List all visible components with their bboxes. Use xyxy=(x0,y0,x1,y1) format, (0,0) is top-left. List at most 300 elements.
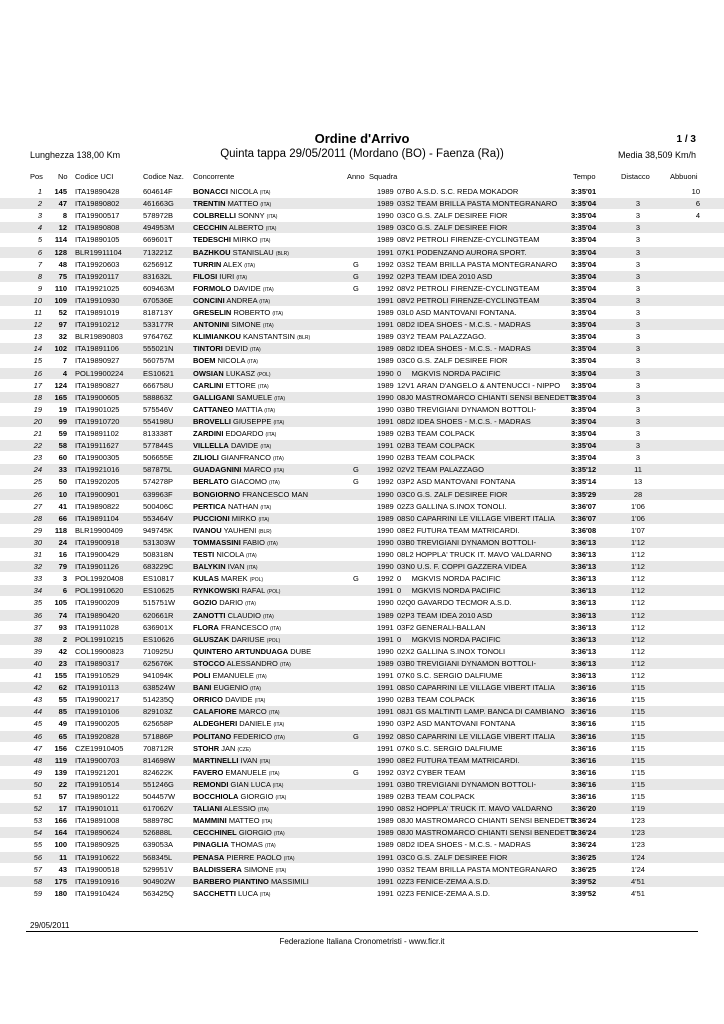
cell-time: 3:35'04 xyxy=(571,332,597,342)
cell-pos: 55 xyxy=(33,840,42,850)
rider-nationality: (ITA) xyxy=(259,298,271,305)
cell-rider-name xyxy=(193,767,351,780)
cell-time: 3:35'29 xyxy=(571,489,597,499)
cell-pos: 19 xyxy=(33,404,42,414)
cell-gap: 1'23 xyxy=(631,840,645,850)
cell-gap: 1'23 xyxy=(631,816,645,826)
cell-pos: 29 xyxy=(33,525,42,535)
cell-pos: 58 xyxy=(33,876,42,886)
rider-surname: BALYKIN xyxy=(193,562,226,572)
rider-nationality: (ITA) xyxy=(269,480,280,487)
rider-nationality: (ITA) xyxy=(259,190,271,196)
cell-pos: 23 xyxy=(33,453,42,463)
cell-year: 1990 xyxy=(377,489,394,499)
cell-naz-code: 976476Z xyxy=(143,332,173,342)
cell-uci-code: ITA19900429 xyxy=(75,550,120,559)
rider-surname: PERTICA xyxy=(193,501,226,511)
cell-bib: 74 xyxy=(58,610,67,620)
cell-bib: 58 xyxy=(58,441,67,451)
cell-uci-code: ITA19890802 xyxy=(75,199,120,209)
rider-given-name: YAUHENI xyxy=(223,525,257,535)
cell-time: 3:36'16 xyxy=(571,707,597,717)
rider-surname: CATTANEO xyxy=(193,404,234,414)
table-row xyxy=(0,307,724,318)
cell-pos: 1 xyxy=(37,187,42,196)
cell-bib: 75 xyxy=(58,271,67,281)
rider-given-name: ALESSIO xyxy=(223,804,256,814)
cell-year: 1991 xyxy=(377,852,394,862)
cell-rider-name xyxy=(193,646,351,659)
cell-rider-name xyxy=(193,198,351,211)
rider-surname: FLORA xyxy=(193,622,219,632)
rider-surname: CONCINI xyxy=(193,295,225,305)
table-row xyxy=(0,428,724,439)
table-row xyxy=(0,839,724,850)
cell-pos: 45 xyxy=(33,719,42,729)
table-row xyxy=(0,380,724,391)
rider-surname: ALDEGHERI xyxy=(193,719,238,729)
table-row xyxy=(0,392,724,403)
cell-rider-name xyxy=(193,464,351,477)
cell-naz-code: 636901X xyxy=(143,622,174,632)
cell-year: 1989 xyxy=(377,199,394,209)
cell-pos: 30 xyxy=(33,537,42,547)
cell-uci-code: POL19900224 xyxy=(75,368,124,378)
cell-gap: 3 xyxy=(635,344,641,354)
cell-team: 02P3 TEAM IDEA 2010 ASD xyxy=(397,271,493,281)
cell-uci-code: ITA19891106 xyxy=(75,344,119,354)
rider-given-name: GIORGIO xyxy=(238,828,272,838)
cell-bib: 102 xyxy=(54,344,67,354)
cell-team: 03C0 G.S. ZALF DESIREE FIOR xyxy=(397,356,508,366)
cell-year: 1989 xyxy=(377,332,394,342)
rider-given-name: ETTORE xyxy=(225,380,256,390)
rider-nationality: (ITA) xyxy=(260,202,272,209)
cell-time: 3:36'16 xyxy=(571,755,597,765)
cell-year: 1992 xyxy=(377,465,394,475)
cell-bib: 85 xyxy=(58,707,67,717)
cell-time: 3:35'04 xyxy=(571,380,597,390)
cell-gap: 3 xyxy=(635,235,641,245)
cell-rider-name xyxy=(193,307,351,320)
cell-bib: 180 xyxy=(54,888,67,898)
rider-nationality: (ITA) xyxy=(268,710,280,717)
cell-uci-code: ITA19920205 xyxy=(75,477,120,487)
cell-gap: 1'15 xyxy=(631,707,645,717)
rider-surname: FAVERO xyxy=(193,767,224,777)
cell-uci-code: ITA19890822 xyxy=(75,501,120,511)
cell-team: 02B3 TEAM COLPACK xyxy=(397,429,475,438)
table-row xyxy=(0,186,724,197)
rider-surname: IVANOU xyxy=(193,525,222,535)
cell-rider-name xyxy=(193,622,351,635)
cell-pos: 17 xyxy=(33,380,42,390)
cell-time: 3:35'14 xyxy=(571,477,597,487)
rider-nationality: (ITA) xyxy=(263,613,274,620)
cell-naz-code: ES10625 xyxy=(143,586,174,596)
cell-rider-name xyxy=(193,670,351,683)
cell-gap: 3 xyxy=(635,332,641,342)
cell-rider-name xyxy=(193,549,351,562)
cell-team: 03B0 TREVIGIANI DYNAMON BOTTOLI- xyxy=(397,779,537,789)
cell-naz-code: 588978C xyxy=(143,816,174,826)
cell-year: 1990 xyxy=(377,646,394,656)
cell-bib: 99 xyxy=(58,416,67,426)
rider-given-name: LUCA xyxy=(238,888,258,898)
cell-time: 3:36'13 xyxy=(571,562,597,572)
cell-gap: 3 xyxy=(635,199,641,209)
cell-naz-code: 818713Y xyxy=(143,308,174,317)
cell-year: 1991 xyxy=(377,671,394,680)
cell-year: 1990 xyxy=(377,392,394,402)
cell-bib: 10 xyxy=(58,489,67,499)
cell-naz-code: 669601T xyxy=(143,235,173,245)
table-row xyxy=(0,210,724,221)
rider-surname: CECCHIN xyxy=(193,223,228,233)
table-row xyxy=(0,622,724,633)
cell-gap: 1'23 xyxy=(631,828,645,838)
table-row xyxy=(0,489,724,500)
cell-pos: 18 xyxy=(33,392,42,402)
cell-year: 1992 xyxy=(377,731,394,741)
cell-time: 3:35'12 xyxy=(571,465,597,475)
table-row xyxy=(0,319,724,330)
cell-gap: 3 xyxy=(635,247,641,257)
cell-bib: 97 xyxy=(58,320,67,330)
rider-given-name: NICOLA xyxy=(230,187,258,196)
cell-year: 1992 xyxy=(377,574,394,584)
cell-time: 3:35'04 xyxy=(571,259,597,269)
cell-time: 3:35'04 xyxy=(571,223,597,233)
cell-team: 08D2 IDEA SHOES - M.C.S. - MADRAS xyxy=(397,344,531,354)
rider-nationality: (ITA) xyxy=(265,226,277,233)
rider-given-name: FABIO xyxy=(242,537,265,547)
rider-surname: CARLINI xyxy=(193,380,224,390)
cell-naz-code: 949745K xyxy=(143,525,174,535)
cell-gap: 28 xyxy=(633,489,643,499)
cell-gap: 3 xyxy=(635,259,641,269)
rider-nationality: (ITA) xyxy=(272,782,284,789)
cell-bib: 165 xyxy=(54,392,67,402)
cell-year: 1990 xyxy=(377,537,394,547)
cell-year: 1990 xyxy=(377,550,394,559)
cell-year: 1991 xyxy=(377,441,394,451)
cell-uci-code: ITA19900703 xyxy=(75,755,120,765)
average-speed: Media 38,509 Km/h xyxy=(617,150,696,160)
cell-team: 03P2 ASD MANTOVANI FONTANA xyxy=(397,477,516,487)
cell-rider-name xyxy=(193,610,351,623)
cell-year: 1989 xyxy=(377,235,394,245)
rider-surname: FORMOLO xyxy=(193,283,232,293)
cell-year: 1991 xyxy=(377,622,394,632)
cell-naz-code: 533177R xyxy=(143,320,174,330)
table-row xyxy=(0,234,724,245)
rider-surname: GRESELIN xyxy=(193,308,232,317)
cell-rider-name xyxy=(193,331,351,344)
rider-nationality: (ITA) xyxy=(261,819,273,826)
cell-naz-code: 639053A xyxy=(143,840,174,850)
rider-surname: ANTONINI xyxy=(193,320,230,330)
cell-bonus: 6 xyxy=(695,199,700,209)
cell-team: 08S0 CAPARRINI LE VILLAGE VIBERT ITALIA xyxy=(397,683,555,693)
rider-nationality: (ITA) xyxy=(244,262,256,269)
cell-year: 1992 xyxy=(377,259,394,269)
cell-team: 08D2 IDEA SHOES - M.C.S. - MADRAS xyxy=(397,320,531,330)
cell-year: 1990 xyxy=(377,525,394,535)
cell-gap: 1'15 xyxy=(631,743,645,753)
cell-gap: 1'12 xyxy=(631,658,645,668)
table-row xyxy=(0,767,724,778)
cell-uci-code: ITA19900517 xyxy=(75,211,120,221)
cell-pos: 52 xyxy=(33,804,42,814)
table-row xyxy=(0,525,724,536)
cell-gap: 1'06 xyxy=(631,513,645,523)
rider-given-name: DUBE xyxy=(290,646,312,656)
cell-gap: 13 xyxy=(633,477,643,487)
cell-category: G xyxy=(353,731,359,741)
rider-nationality: (ITA) xyxy=(273,468,285,475)
cell-time: 3:36'13 xyxy=(571,610,597,620)
table-row xyxy=(0,694,724,705)
cell-team: 03C0 G.S. ZALF DESIREE FIOR xyxy=(397,852,508,862)
cell-pos: 36 xyxy=(33,610,42,620)
table-row xyxy=(0,501,724,512)
column-header-tempo: Tempo xyxy=(573,172,596,181)
table-row xyxy=(0,573,724,584)
cell-gap: 1'15 xyxy=(631,779,645,789)
cell-year: 1989 xyxy=(377,828,394,838)
rider-given-name: DEVID xyxy=(224,344,248,354)
table-row xyxy=(0,815,724,826)
cell-team: 08J0 MASTROMARCO CHIANTI SENSI BENEDETTI xyxy=(397,392,577,402)
rider-surname: RYNKOWSKI xyxy=(193,586,240,596)
cell-time: 3:35'04 xyxy=(571,247,597,257)
cell-naz-code: 638524W xyxy=(143,683,176,693)
cell-team: 07K0 S.C. SERGIO DALFIUME xyxy=(397,671,503,680)
cell-bib: 19 xyxy=(58,404,67,414)
rider-surname: TESTI xyxy=(193,550,215,559)
cell-uci-code: ITA19890808 xyxy=(75,223,120,233)
cell-uci-code: ITA19890122 xyxy=(75,792,120,801)
rider-given-name: GIORGIO xyxy=(240,792,274,801)
rider-nationality: (ITA) xyxy=(259,758,271,765)
cell-category: G xyxy=(353,767,359,777)
cell-uci-code: ITA19900605 xyxy=(75,392,120,402)
rider-nationality: (ITA) xyxy=(273,419,285,426)
cell-uci-code: POL19910620 xyxy=(75,586,124,596)
cell-uci-code: ITA19921025 xyxy=(75,283,120,293)
cell-team: 08V2 PETROLI FIRENZE-CYCLINGTEAM xyxy=(397,295,540,305)
cell-time: 3:35'04 xyxy=(571,199,597,209)
cell-rider-name xyxy=(193,271,351,284)
cell-time: 3:36'13 xyxy=(571,658,597,668)
rider-given-name: DAVIDE xyxy=(233,283,261,293)
cell-pos: 10 xyxy=(33,295,42,305)
cell-bib: 48 xyxy=(58,259,67,269)
cell-rider-name xyxy=(193,791,351,804)
rider-nationality: (ITA) xyxy=(262,286,274,293)
cell-naz-code: 670536E xyxy=(143,295,174,305)
cell-pos: 53 xyxy=(33,816,42,826)
cell-time: 3:36'13 xyxy=(571,634,597,644)
cell-naz-code: 904902W xyxy=(143,876,176,886)
cell-team: 03C0 G.S. ZALF DESIREE FIOR xyxy=(397,223,508,233)
page-number: 1 / 3 xyxy=(676,134,696,145)
cell-pos: 24 xyxy=(33,465,42,475)
cell-pos: 47 xyxy=(33,743,42,753)
cell-pos: 56 xyxy=(33,852,42,862)
cell-gap: 4'51 xyxy=(631,888,645,898)
cell-naz-code: ES10817 xyxy=(143,574,174,584)
cell-rider-name xyxy=(193,501,351,514)
cell-time: 3:35'01 xyxy=(571,187,597,196)
rider-nationality: (ITA) xyxy=(270,625,281,632)
table-row xyxy=(0,706,724,717)
rider-given-name: GIANFRANCO xyxy=(220,453,271,463)
cell-category: G xyxy=(353,259,359,269)
cell-rider-name xyxy=(193,259,351,272)
cell-pos: 50 xyxy=(33,779,42,789)
cell-pos: 8 xyxy=(37,271,42,281)
table-row xyxy=(0,343,724,354)
cell-bib: 2 xyxy=(62,634,67,644)
cell-team: 07K0 S.C. SERGIO DALFIUME xyxy=(397,743,503,753)
cell-naz-code: 625658P xyxy=(143,719,174,729)
rider-given-name: MATTIA xyxy=(235,404,263,414)
cell-pos: 13 xyxy=(33,332,42,342)
cell-rider-name xyxy=(193,355,351,368)
cell-gap: 3 xyxy=(635,356,641,366)
cell-bib: 3 xyxy=(62,574,67,584)
cell-category: G xyxy=(353,477,359,487)
cell-rider-name xyxy=(193,815,351,828)
cell-time: 3:36'13 xyxy=(571,646,597,656)
cell-rider-name xyxy=(193,404,351,417)
rider-nationality: (ITA) xyxy=(275,867,287,874)
cell-gap: 11 xyxy=(634,465,642,475)
rider-given-name: MASSIMILI xyxy=(270,876,309,886)
rider-surname: ORRICO xyxy=(193,695,223,705)
table-row xyxy=(0,610,724,621)
table-row xyxy=(0,283,724,294)
cell-time: 3:35'04 xyxy=(571,211,597,221)
rider-nationality: (ITA) xyxy=(259,891,271,898)
document-title: Ordine d'Arrivo xyxy=(314,131,410,146)
cell-uci-code: ITA19901126 xyxy=(75,562,119,572)
cell-bib: 55 xyxy=(58,695,67,705)
rider-given-name: ALESSANDRO xyxy=(226,658,278,668)
cell-uci-code: BLR19911104 xyxy=(75,247,122,257)
cell-pos: 14 xyxy=(33,344,42,354)
rider-surname: POLI xyxy=(193,671,211,680)
cell-time: 3:36'16 xyxy=(571,792,597,801)
cell-bib: 110 xyxy=(54,283,67,293)
rider-given-name: EUGENIO xyxy=(213,683,249,693)
rider-nationality: (ITA) xyxy=(268,770,280,777)
cell-time: 3:36'13 xyxy=(571,598,597,608)
cell-team: 02Q0 GAVARDO TECMOR A.S.D. xyxy=(397,598,512,608)
rider-surname: COLBRELLI xyxy=(193,211,236,221)
cell-pos: 2 xyxy=(37,199,42,209)
cell-bib: 124 xyxy=(54,380,67,390)
cell-year: 1990 xyxy=(377,695,394,705)
column-header-abbuoni: Abbuoni xyxy=(670,172,698,181)
cell-rider-name xyxy=(193,864,351,877)
cell-rider-name xyxy=(193,537,351,550)
cell-pos: 38 xyxy=(33,634,42,644)
cell-time: 3:36'24 xyxy=(571,816,597,826)
cell-rider-name xyxy=(193,368,351,381)
cell-rider-name xyxy=(193,452,351,465)
cell-team: 02B3 TEAM COLPACK xyxy=(397,792,475,801)
rider-nationality: (ITA) xyxy=(236,274,248,281)
rider-nationality: (ITA) xyxy=(264,843,276,850)
cell-team: 08L2 HOPPLA' TRUCK IT. MAVO VALDARNO xyxy=(397,550,552,559)
rider-surname: BOEM xyxy=(193,356,216,366)
cell-rider-name xyxy=(193,839,351,852)
cell-gap: 1'15 xyxy=(631,683,645,693)
cell-uci-code: ITA19891008 xyxy=(75,816,120,826)
rider-nationality: (ITA) xyxy=(246,565,258,572)
cell-time: 3:36'20 xyxy=(571,804,597,814)
table-row xyxy=(0,561,724,572)
cell-naz-code: 555021N xyxy=(143,344,174,354)
rider-given-name: EDOARDO xyxy=(225,429,264,438)
rider-nationality: (ITA) xyxy=(255,674,267,680)
cell-uci-code: ITA19910113 xyxy=(75,683,119,693)
cell-naz-code: 577844S xyxy=(143,441,174,451)
cell-naz-code: 713221Z xyxy=(143,247,173,257)
cell-uci-code: ITA19921201 xyxy=(75,767,120,777)
cell-year: 1989 xyxy=(377,344,394,354)
rider-nationality: (POL) xyxy=(267,589,281,596)
cell-naz-code: 504457W xyxy=(143,792,176,801)
cell-team: 08S0 CAPARRINI LE VILLAGE VIBERT ITALIA xyxy=(397,731,555,741)
cell-uci-code: POL19910215 xyxy=(75,634,124,644)
cell-bib: 4 xyxy=(62,368,67,378)
cell-rider-name xyxy=(193,779,351,792)
cell-uci-code: BLR19900409 xyxy=(75,525,123,535)
cell-uci-code: ITA19900901 xyxy=(75,489,120,499)
cell-time: 3:35'04 xyxy=(571,271,597,281)
rider-nationality: (ITA) xyxy=(275,795,287,801)
table-row xyxy=(0,416,724,427)
cell-gap: 3 xyxy=(635,404,641,414)
rider-surname: POLITANO xyxy=(193,731,232,741)
cell-bib: 145 xyxy=(54,187,67,196)
cell-time: 3:36'13 xyxy=(571,537,597,547)
rider-given-name: CLAUDIO xyxy=(227,610,261,620)
cell-bib: 62 xyxy=(58,683,67,693)
cell-year: 1989 xyxy=(377,380,394,390)
cell-team: 0 MGKVIS NORDA PACIFIC xyxy=(397,586,501,596)
cell-uci-code: ITA19900305 xyxy=(75,453,120,463)
rider-given-name: DARIUSE xyxy=(231,634,265,644)
cell-year: 1991 xyxy=(377,416,394,426)
rider-nationality: (ITA) xyxy=(258,516,270,523)
cell-naz-code: 529951V xyxy=(143,864,174,874)
table-row xyxy=(0,779,724,790)
cell-gap: 1'15 xyxy=(631,792,645,801)
table-row xyxy=(0,634,724,645)
cell-pos: 5 xyxy=(37,235,42,245)
table-row xyxy=(0,791,724,802)
cell-year: 1989 xyxy=(377,792,394,801)
cell-time: 3:35'04 xyxy=(571,392,597,402)
cell-team: 08J1 GS MALTINTI LAMP. BANCA DI CAMBIANO xyxy=(397,707,565,717)
cell-team: 12V1 ARAN D'ANGELO & ANTENUCCI - NIPPO xyxy=(397,380,561,390)
cell-pos: 6 xyxy=(37,247,42,257)
